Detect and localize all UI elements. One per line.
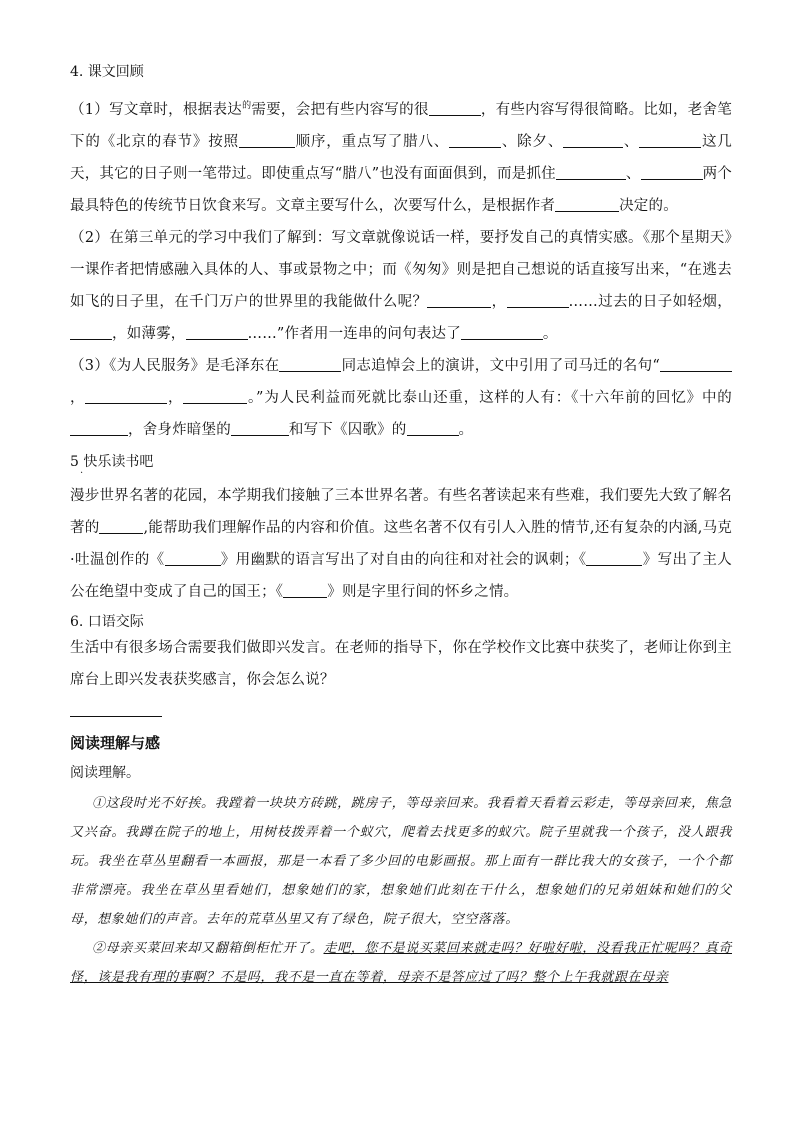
decorative-dot: · xyxy=(80,467,84,479)
answer-blank[interactable] xyxy=(449,131,501,148)
answer-blank[interactable] xyxy=(641,163,703,180)
answer-blank[interactable] xyxy=(165,549,221,566)
section-title-oral: 6. 口语交际 xyxy=(70,613,144,630)
document-content xyxy=(70,62,732,992)
section-title-review: 4. 课文回顾 xyxy=(70,64,144,80)
answer-blank[interactable] xyxy=(555,195,619,212)
answer-blank[interactable] xyxy=(563,131,623,148)
answer-blank[interactable] xyxy=(183,387,247,404)
review-paragraph-2: （2）在第三单元的学习中我们了解到：写文章就像说话一样，要抒发自己的真情实感。《那个星期天》一课作者把情感融入具体的人、事或景物之中；而《匆匆》则是把自己想说的话直接写出来，“在逃去如飞的日子里，在千门万户的世界里的我能做什么呢？ ， ……过去的日子如轻烟，，如薄雾， ……”作者用一连串的问句表达了 。 xyxy=(70,229,732,342)
answer-blank[interactable] xyxy=(427,291,491,308)
underlined-passage: 走吧，您不是说买菜回来就走吗？好啦好啦，没看我正忙呢吗？真奇怪，该是我有理的事啊？不是吗，我不是一直在等着，母亲不是答应过了吗？整个上午我就跟在母亲 xyxy=(70,940,732,985)
answer-blank[interactable] xyxy=(429,99,481,116)
answer-blank[interactable] xyxy=(283,581,327,598)
answer-blank[interactable] xyxy=(231,419,289,436)
review-paragraph-1: （1）写文章时，根据表达$^的$需要，会把有些内容写的很 ，有些内容写得很简略。比如，老舍笔下的《北京的春节》按照 顺序，重点写了腊八、 、除夕、 、 这几天，其它的日子则一笔带过。即使重点写“腊八”也没有面面俱到，而是抓住 、 两个最具特色的传统节日饮食来写。文章主要写什么，次要写什么，是根据作者 决定的。 xyxy=(70,90,732,222)
review-paragraph-3: （3）《为人民服务》是毛泽东在 同志追悼会上的演讲，文中引用了司马迁的名句“， ， 。”为人民利益而死就比泰山还重，这样的人有：《十六年前的回忆》中的，舍身炸暗堡的 和写下《囚歌》的 。 xyxy=(70,350,732,446)
oral-paragraph: 生活中有很多场合需要我们做即兴发言。在老师的指导下，你在学校作文比赛中获奖了，老师让你到主席台上即兴发表获奖感言，你会怎么说？ xyxy=(70,639,732,688)
reading-heading: 阅读理解与感 xyxy=(70,733,161,752)
answer-blank[interactable] xyxy=(660,355,732,372)
answer-blank[interactable] xyxy=(507,291,569,308)
section-divider xyxy=(70,716,162,717)
answer-blank[interactable] xyxy=(639,131,701,148)
answer-blank[interactable] xyxy=(85,387,167,404)
section-title-reading-club: 5 快乐读书吧 xyxy=(70,453,154,470)
answer-blank[interactable] xyxy=(186,323,248,340)
reading-paragraph-1: ①这段时光不好挨。我蹚着一块块方砖跳，跳房子，等母亲回来。我看着天看着云彩走，等母亲回来，焦急又兴奋。我蹲在院子的地上，用树枝拨弄着一个蚁穴，爬着去找更多的蚁穴。院子里就我一个孩子，没人跟我玩。我坐在草丛里翻看一本画报，那是一本看了多少回的电影画报。那上面有一群比我大的女孩子，一个个都非常漂亮。我坐在草丛里看她们，想象她们的家，想象她们此刻在干什么，想象她们的兄弟姐妹和她们的父母，想象她们的声音。去年的荒草丛里又有了绿色，院子很大，空空落落。 xyxy=(70,795,732,927)
reading-paragraph-2: ②母亲买菜回来却又翻箱倒柜忙开了。走吧，您不是说买菜回来就走吗？好啦好啦，没看我正忙呢吗？真奇怪，该是我有理的事啊？不是吗，我不是一直在等着，母亲不是答应过了吗？整个上午我就跟在母亲 xyxy=(70,940,732,985)
reading-subheading: 阅读理解。 xyxy=(70,764,140,781)
answer-blank[interactable] xyxy=(279,355,341,372)
answer-blank[interactable] xyxy=(70,323,112,340)
answer-blank[interactable] xyxy=(556,163,626,180)
answer-blank[interactable] xyxy=(407,419,459,436)
answer-blank[interactable] xyxy=(239,131,295,148)
answer-blank[interactable] xyxy=(461,323,543,340)
answer-blank[interactable] xyxy=(70,419,128,436)
reading-club-paragraph: 漫步世界名著的花园，本学期我们接触了三本世界名著。有些名著读起来有些难，我们要先大致了解名著的 ,能帮助我们理解作品的内容和价值。这些名著不仅有引人入胜的情节,还有复杂的内涵,马克·吐温创作的《 》用幽默的语言写出了对自由的向往和对社会的讽刺；《 》写出了主人公在绝望中变成了自己的国王；《 》则是字里行间的怀乡之情。 xyxy=(70,487,732,600)
answer-blank[interactable] xyxy=(99,517,143,534)
answer-blank[interactable] xyxy=(586,549,642,566)
